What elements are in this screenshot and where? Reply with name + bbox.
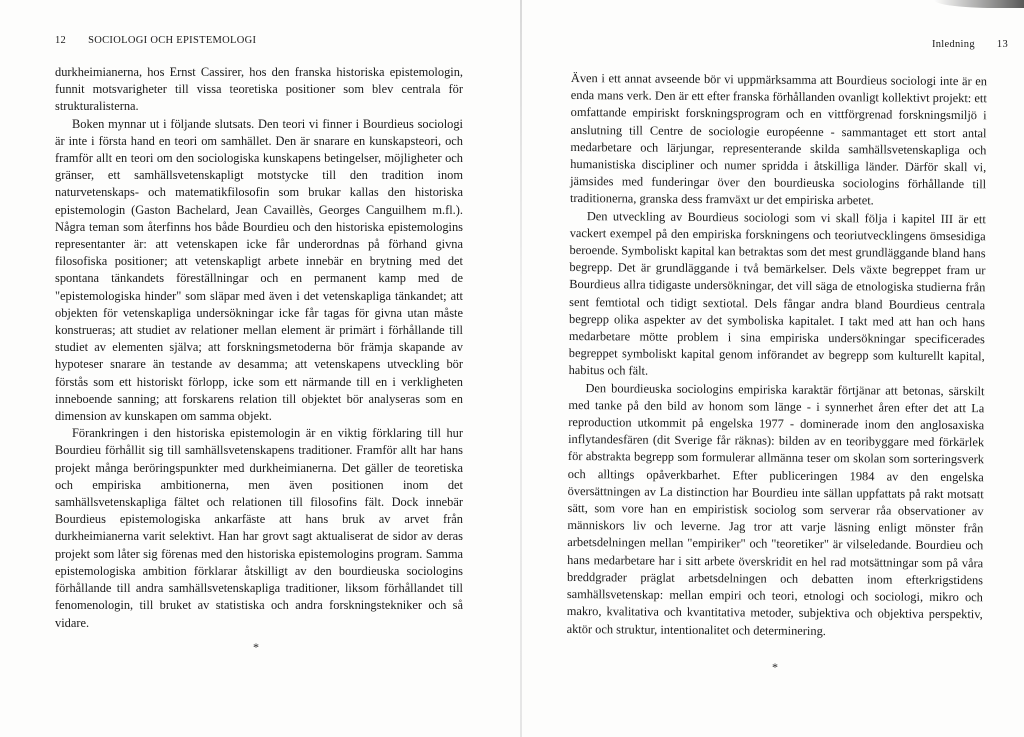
left-running-head-title: SOCIOLOGI OCH EPISTEMOLOGI xyxy=(88,35,257,46)
right-paragraph-3: Den bourdieuska sociologins empiriska karaktär förtjänar att betonas, särskilt med tanke på den bild av honom som länge - i synnerhet åren efter det att La reproduction utkommit på engelska 1977 - dominerade inom den anglosaxiska inflytandesfären (dit Sverige får räknas): bilden av en teoribyggare med förkärlek för abstrakta begrepp som formulerar allmänna teser om skolan som sorteringsverk och alltings opåverkbarhet. Efter publiceringen 1984 av den engelska översättningen av La distinction har Bourdieu inte sällan uppfattats på rakt motsatt sätt, som vore han en empiristisk sociolog som serverar råa observationer av människors liv och leverne. Jag tror att varje läsning enligt mönster från arbetsdelningen mellan "empiriker" och "teoretiker" är vilseledande. Bourdieu och hans medarbetare har i sitt arbete överskridit en hel rad motsättningar som på våra breddgrader präglat arbetsdelningen och debatten inom efterkrigstidens samhällsvetenskap: mellan empiri och teori, etnologi och sociologi, mikro och makro, kvalitativa och kvantitativa metoder, subjektiva och objektiva perspektiv, aktör och struktur, intentionalitet och determinering. xyxy=(566,380,985,638)
left-running-header xyxy=(55,35,256,46)
left-section-separator: * xyxy=(253,640,259,654)
left-paragraph-3: Förankringen i den historiska epistemologin är en viktig förklaring till hur Bourdieu förhållit sig till samhällsvetenskapens traditioner. Framför allt har hans projekt många beröringspunkter med durkheimianerna. Det gäller de teoretiska och empiriska ambitionerna, men även positionen inom det samhällsvetenskapliga fältet och relationen till filosofins fält. Dock innebär Bourdieus epistemologiska ankarfäste att hans bruk av arvet från durkheimianerna varit selektivt. Han har grovt sagt aktualiserat de sidor av deras projekt som låter sig förenas med den historiska epistemologins program. Samma epistemologiska ambition förklarar åtskilligt av den bourdieuska sociologins förhållande till andra samhällsvetenskapliga traditioner, liksom förhållandet till fenomenologin, till bruket av statistiska och andra forskningstekniker och så vidare. xyxy=(55,426,463,630)
right-section-separator: * xyxy=(772,660,778,674)
right-paragraph-1: Även i ett annat avseende bör vi uppmärksamma att Bourdieus sociologi inte är en enda mans verk. Den är ett efter franska förhållanden ovanligt kollektivt projekt: ett omfattande empiriskt forskningsprogram och en vittförgrenad forskningsmiljö i anslutning till Centre de sociologie européenne - sammantaget ett stort antal medarbetare och lärjungar, representerande skilda samhällsvetenskapliga och humanistiska discipliner och numer spridda i åtskilliga länder. Därför skall vi, jämsides med funderingar över den bourdieuska sociologins förhållande till traditionerna, granska dess framväxt ur det empiriska arbetet. xyxy=(569,70,987,208)
left-paragraph-1: durkheimianerna, hos Ernst Cassirer, hos den franska historiska epistemologin, funnit motsvarigheter till vissa teoretiska positioner som blev centrala för strukturalisterna. xyxy=(55,65,463,114)
right-body-text xyxy=(567,70,987,641)
left-body-text xyxy=(55,64,463,632)
right-page xyxy=(522,0,1024,737)
left-paragraph-2: Boken mynnar ut i följande slutsats. Den teori vi finner i Bourdieus sociologi är inte i första hand en teori om samhället. Den är snarare en kunskapsteori, och framför allt en teori om den sociologiska kunskapens betingelser, möjligheter och gränser, ett samhällsvetenskapligt motstycke till den tradition inom naturvetenskaps- och matematikfilosofin som brukar kallas den historiska epistemologin (Gaston Bachelard, Jean Cavaillès, Georges Canguilhem m.fl.). Några teman som återfinns hos både Bourdieu och den historiska epistemologins representanter är: att vetenskapen icke får underordnas på förhand givna filosofiska positioner; att vetenskapligt arbete innebär en brytning med det spontana tänkandets föreställningar och en permanent kamp med de "epistemologiska hinder" som släpar med även i det vetenskapliga tänkandet; att objekten för vetenskapliga undersökningar icke får tagas för givna utan måste konstrueras; att studiet av relationer mellan element är primärt i förhållande till studiet av elementen själva; att forskningsmetoderna bör främja skapande av hypoteser snarare än testande av desamma; att vetenskapens utveckling bör förstås som ett historiskt förlopp, icke som ett närmande till en i verkligheten inneboende sanning; att forskarens relation till objektet bör analyseras som en dimension av kunskapen om samma objekt. xyxy=(55,116,463,424)
right-running-header xyxy=(932,39,1008,50)
left-page-number: 12 xyxy=(55,35,67,46)
right-running-head-title: Inledning xyxy=(931,39,975,50)
right-page-number: 13 xyxy=(996,39,1008,50)
right-paragraph-2: Den utveckling av Bourdieus sociologi som vi skall följa i kapitel III är ett vackert exempel på den empiriska forskningens och teoriutvecklingens ömsesidiga beroende. Symboliskt kapital kan betraktas som det mest grundläggande bland hans begrepp. Det är grundläggande i två bemärkelser. Dels växte begreppet fram ur Bourdieus allra tidigaste undersökningar, det vill säga de etnologiska studierna från sent femtiotal och tidigt sextiotal. Dels fångar andra bland Bourdieus centrala begrepp olika aspekter av det symboliska kapitalet. I takt med att han och hans medarbetare mötte problem i sina empiriska undersökningar specificerades begreppet symboliskt kapital genom införandet av begrepp som kulturellt kapital, habitus och fält. xyxy=(568,208,986,379)
